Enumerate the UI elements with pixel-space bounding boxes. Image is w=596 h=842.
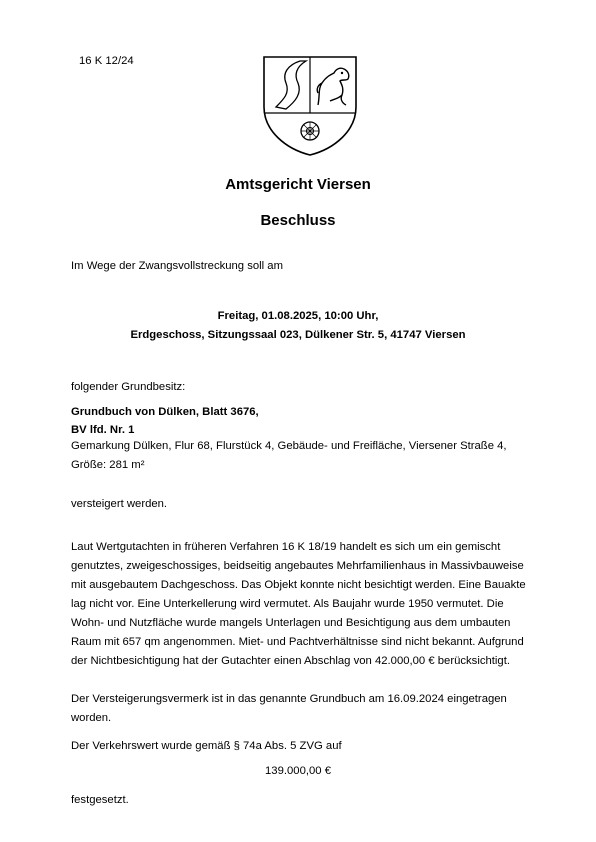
property-number: BV lfd. Nr. 1 bbox=[71, 424, 135, 436]
market-value: 139.000,00 € bbox=[265, 765, 331, 777]
land-register-entry: Grundbuch von Dülken, Blatt 3676, bbox=[71, 406, 259, 418]
market-value-intro: Der Verkehrswert wurde gemäß § 74a Abs. 5 ZVG auf bbox=[71, 740, 342, 752]
auction-datetime: Freitag, 01.08.2025, 10:00 Uhr, bbox=[217, 310, 379, 322]
appraisal-paragraph: Laut Wertgutachten in früheren Verfahren 16 K 18/19 handelt es sich um ein gemischt genutztes, zweigeschossiges, beidseitig angebautes Mehrfamilienhaus in Massivbauweise mit ausgebautem Dachgeschoss. Das Objekt konnte nicht besichtigt werden. Eine Bauakte lag nicht vor. Eine Unterkellerung wird vermutet. Als Baujahr wurde 1950 vermutet. Die Wohn- und Nutzfläche wurde mangels Unterlagen und Besichtigung aus dem umbauten Raum mit 657 qm angenommen. Miet- und Pachtverhältnisse sind nicht bekannt. Aufgrund der Nichtbesichtigung hat der Gutachter einen Abschlag von 42.000,00 € berücksichtigt. bbox=[71, 541, 526, 667]
case-number: 16 K 12/24 bbox=[79, 55, 134, 67]
market-value-outro: festgesetzt. bbox=[71, 794, 129, 806]
court-name: Amtsgericht Viersen bbox=[225, 176, 371, 193]
nrw-coat-of-arms-icon bbox=[256, 49, 364, 157]
auction-location: Erdgeschoss, Sitzungssaal 023, Dülkener Str. 5, 41747 Viersen bbox=[130, 329, 466, 341]
intro-text: Im Wege der Zwangsvollstreckung soll am bbox=[71, 260, 284, 272]
auctioned-text: versteigert werden. bbox=[71, 498, 168, 510]
property-intro: folgender Grundbesitz: bbox=[71, 381, 186, 393]
document-title: Beschluss bbox=[260, 212, 336, 229]
auction-notice-paragraph: Der Versteigerungsvermerk ist in das genannte Grundbuch am 16.09.2024 eingetragen worden. bbox=[71, 693, 507, 724]
property-description: Gemarkung Dülken, Flur 68, Flurstück 4, Gebäude- und Freifläche, Viersener Straße 4, Größe: 281 m² bbox=[71, 440, 507, 471]
